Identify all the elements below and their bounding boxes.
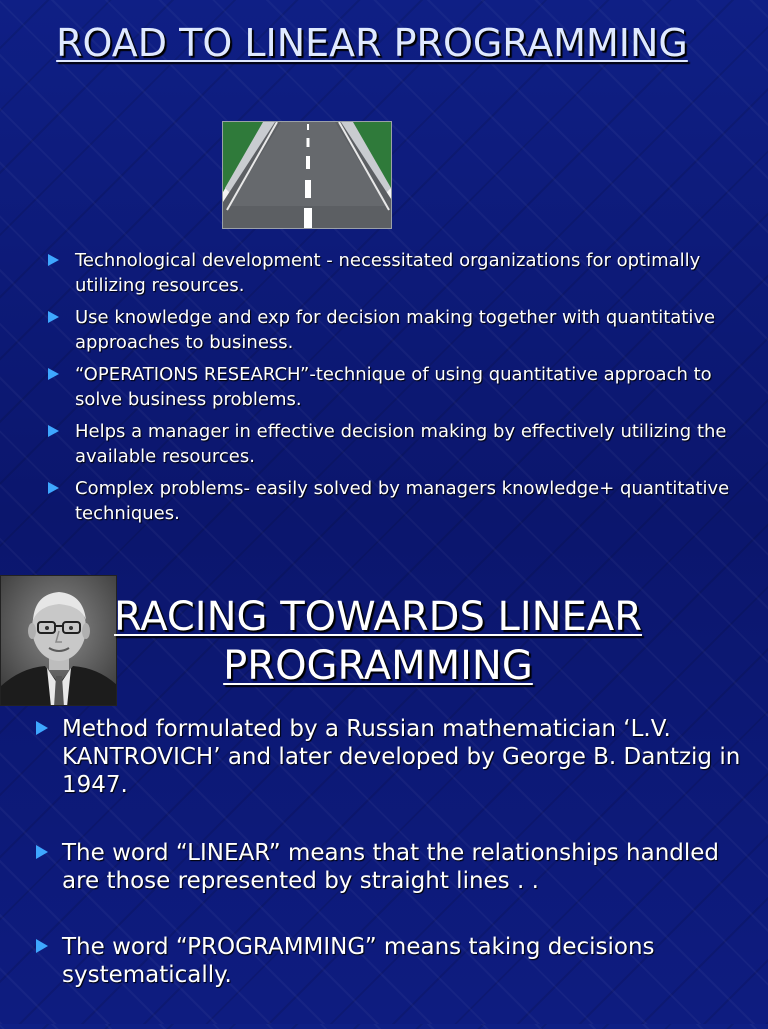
slide-title: RACING TOWARDS LINEAR PROGRAMMING <box>114 594 642 689</box>
bullet-arrow-icon <box>48 254 59 266</box>
list-item-text: “OPERATIONS RESEARCH”-technique of using quantitative approach to solve business problems. <box>75 364 712 410</box>
list-item-text: The word “LINEAR” means that the relationships handled are those represented by straight lines . . <box>62 840 720 894</box>
bullet-arrow-icon <box>48 311 59 323</box>
bullet-arrow-icon <box>36 845 48 859</box>
bullet-arrow-icon <box>36 939 48 953</box>
slide-title: ROAD TO LINEAR PROGRAMMING <box>56 21 688 65</box>
list-item <box>36 715 756 799</box>
road-image <box>222 121 392 229</box>
list-item-text: Helps a manager in effective decision making by effectively utilizing the available resources. <box>75 421 727 467</box>
list-item <box>48 305 738 355</box>
bullet-arrow-icon <box>48 482 59 494</box>
list-item-text: Complex problems- easily solved by managers knowledge+ quantitative techniques. <box>75 478 730 524</box>
list-item <box>48 248 738 298</box>
bullet-arrow-icon <box>48 425 59 437</box>
bullet-arrow-icon <box>36 721 48 735</box>
slide-racing-towards-linear-programming <box>0 535 768 1024</box>
list-item <box>48 476 738 526</box>
bullet-list <box>48 248 738 533</box>
list-item <box>36 933 756 989</box>
list-item <box>48 419 738 469</box>
list-item <box>48 362 738 412</box>
list-item-text: Technological development - necessitated organizations for optimally utilizing resources. <box>75 250 701 296</box>
list-item-text: The word “PROGRAMMING” means taking decisions systematically. <box>62 934 655 988</box>
list-item-text: Method formulated by a Russian mathematician ‘L.V. KANTROVICH’ and later developed by George B. Dantzig in 1947. <box>62 716 741 798</box>
bullet-arrow-icon <box>48 368 59 380</box>
bullet-list <box>36 715 756 1029</box>
list-item-text: Use knowledge and exp for decision making together with quantitative approaches to business. <box>75 307 716 353</box>
list-item <box>36 839 756 895</box>
